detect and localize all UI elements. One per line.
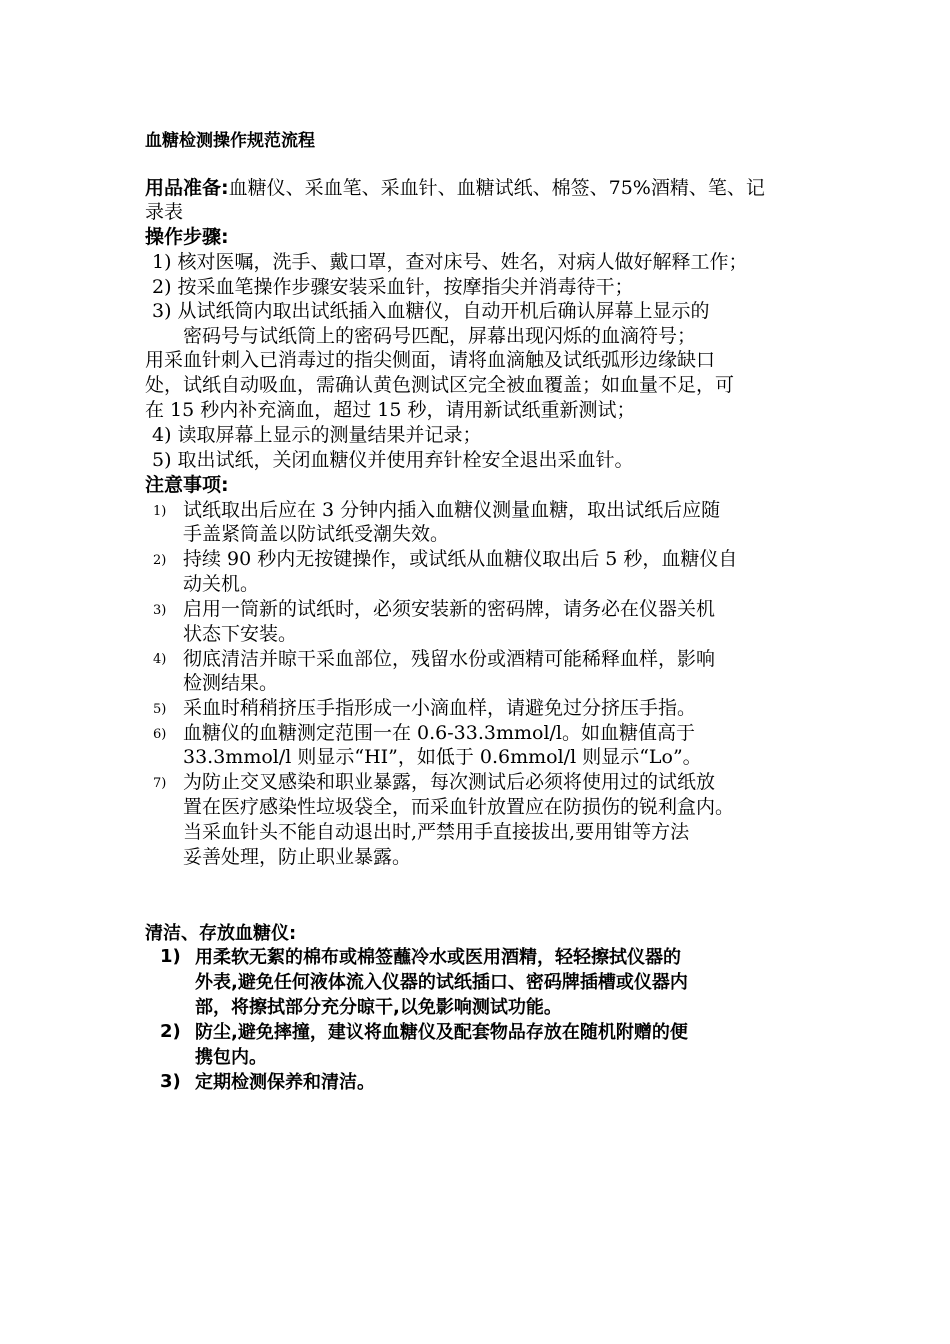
note-4-cont: 检测结果。 <box>183 672 279 694</box>
step-paragraph-line-2: 处，试纸自动吸血，需确认黄色测试区完全被血覆盖；如血量不足，可 <box>145 374 735 396</box>
note-5: 采血时稍稍挤压手指形成一小滴血样，请避免过分挤压手指。 <box>183 697 697 719</box>
cleaning-2: 防尘,避免摔撞，建议将血糖仪及配套物品存放在随机附赠的便 <box>195 1022 688 1043</box>
note-3-cont: 状态下安装。 <box>183 623 298 645</box>
note-2-number: 2) <box>153 553 167 568</box>
note-7-number: 7) <box>153 776 167 791</box>
step-4: 4) 读取屏幕上显示的测量结果并记录； <box>152 424 482 446</box>
note-6-cont: 33.3mmol/l 则显示“HI”，如低于 0.6mmol/l 则显示“Lo”。 <box>183 746 702 768</box>
supplies-label: 用品准备: <box>145 177 229 199</box>
step-5: 5) 取出试纸，关闭血糖仪并使用弃针栓安全退出采血针。 <box>152 449 634 471</box>
page-title: 血糖检测操作规范流程 <box>145 131 315 151</box>
step-paragraph-line-3: 在 15 秒内补充滴血，超过 15 秒，请用新试纸重新测试； <box>145 399 636 421</box>
cleaning-1-cont-1: 外表,避免任何液体流入仪器的试纸插口、密码牌插槽或仪器内 <box>195 972 688 993</box>
note-3: 启用一筒新的试纸时，必须安装新的密码牌，请务必在仪器关机 <box>183 598 716 620</box>
note-4-number: 4) <box>153 652 167 667</box>
cleaning-1-cont-2: 部，将擦拭部分充分晾干,以免影响测试功能。 <box>195 997 562 1018</box>
note-6-number: 6) <box>153 727 167 742</box>
supplies-text-cont: 录表 <box>145 201 184 223</box>
note-2: 持续 90 秒内无按键操作，或试纸从血糖仪取出后 5 秒，血糖仪自 <box>183 548 738 570</box>
note-7: 为防止交叉感染和职业暴露，每次测试后必须将使用过的试纸放 <box>183 771 716 793</box>
cleaning-1: 用柔软无絮的棉布或棉签蘸冷水或医用酒精，轻轻擦拭仪器的 <box>195 947 681 968</box>
note-2-cont: 动关机。 <box>183 573 260 595</box>
note-1: 试纸取出后应在 3 分钟内插入血糖仪测量血糖，取出试纸后应随 <box>183 499 721 521</box>
notes-heading: 注意事项: <box>145 474 229 496</box>
steps-heading: 操作步骤: <box>145 226 229 248</box>
step-3: 3) 从试纸筒内取出试纸插入血糖仪，自动开机后确认屏幕上显示的 <box>152 300 710 322</box>
note-7-cont-3: 妥善处理，防止职业暴露。 <box>183 846 412 868</box>
note-6: 血糖仪的血糖测定范围一在 0.6-33.3mmol/l。如血糖值高于 <box>183 722 696 744</box>
cleaning-heading: 清洁、存放血糖仪: <box>145 923 297 944</box>
note-3-number: 3) <box>153 603 167 618</box>
note-1-number: 1) <box>153 504 167 519</box>
cleaning-1-number: 1) <box>160 946 181 967</box>
cleaning-3: 定期检测保养和清洁。 <box>195 1072 375 1093</box>
note-5-number: 5) <box>153 702 167 717</box>
note-7-cont-2: 当采血针头不能自动退出时,严禁用手直接拔出,要用钳等方法 <box>183 821 690 843</box>
cleaning-2-number: 2) <box>160 1021 181 1042</box>
step-paragraph-line-1: 用采血针刺入已消毒过的指尖侧面，请将血滴触及试纸弧形边缘缺口 <box>145 349 716 371</box>
note-4: 彻底清洁并晾干采血部位，残留水份或酒精可能稀释血样，影响 <box>183 648 716 670</box>
note-1-cont: 手盖紧筒盖以防试纸受潮失效。 <box>183 523 450 545</box>
cleaning-3-number: 3) <box>160 1071 181 1092</box>
note-7-cont-1: 置在医疗感染性垃圾袋全，而采血针放置应在防损伤的锐利盒内。 <box>183 796 735 818</box>
step-2: 2) 按采血笔操作步骤安装采血针，按摩指尖并消毒待干； <box>152 276 634 298</box>
supplies-line <box>145 176 765 200</box>
supplies-text: 血糖仪、采血笔、采血针、血糖试纸、棉签、75%酒精、笔、记 <box>228 177 765 199</box>
step-3-cont: 密码号与试纸筒上的密码号匹配，屏幕出现闪烁的血滴符号； <box>183 325 697 347</box>
cleaning-2-cont: 携包内。 <box>195 1047 267 1068</box>
step-1: 1) 核对医嘱，洗手、戴口罩，查对床号、姓名，对病人做好解释工作； <box>152 251 748 273</box>
